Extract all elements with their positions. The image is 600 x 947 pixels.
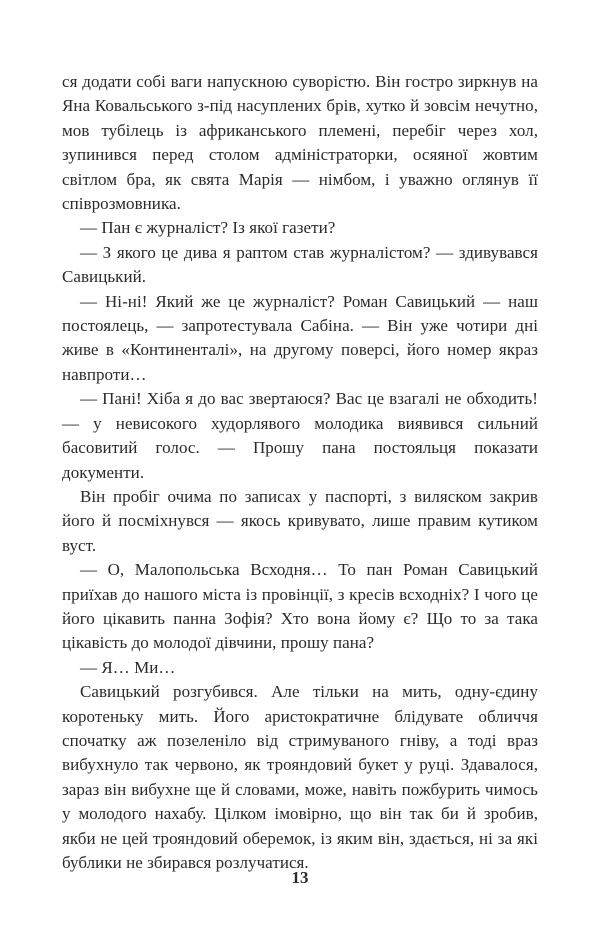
- paragraph: — Я… Ми…: [80, 657, 176, 677]
- page-number: 13: [291, 868, 309, 887]
- paragraph: — З якого це дива я раптом став журналістом? — здивувався Савицький.: [62, 242, 538, 287]
- paragraph: Він пробіг очима по записах у паспорті, з виляском закрив його й посміхнувся — якось кривувато, лише правим кутиком вуст.: [62, 486, 538, 555]
- paragraph: — Ні-ні! Який же це журналіст? Роман Савицький — наш постоялець, — запротестувала Сабіна. — Він уже чотири дні живе в «Континенталі», на другому поверсі, його номер якраз навпроти…: [62, 291, 538, 384]
- paragraph: — О, Малопольська Всходня… То пан Роман Савицький приїхав до нашого міста із провінції, з кресів всходніх? І чого це його цікавить панна Зофія? Хто вона йому є? Що то за така цікавість до молодої дівчини, прошу пана?: [62, 560, 538, 653]
- paragraph: — Пан є журналіст? Із якої газети?: [80, 218, 336, 238]
- paragraph: — Пані! Хіба я до вас звертаюся? Вас це взагалі не обходить! — у невисокого худорлявого молодика виявився сильний басовитий голос. — Прошу пана постояльця показати документи.: [62, 389, 538, 482]
- paragraph: Савицький розгубився. Але тільки на мить, одну-єдину коротеньку мить. Його аристократичне блідувате обличчя спочатку аж позеленіло від стримуваного гніву, а тоді враз вибухнуло так червоно, як трояндовий букет у руці. Здавалося, зараз він вибухне ще й словами, може, навіть пожбурить чимось у молодого нахабу. Цілком імовірно, що він так би й зробив, якби не цей трояндовий оберемок, із яким він, здається, ні за які бублики не збирався розлучатися.: [62, 682, 538, 872]
- paragraph: ся додати собі ваги напускною суворістю. Він гостро зиркнув на Яна Ковальського з-під насуплених брів, хутко й зовсім нечутно, мов тубілець із африканського племені, перебіг через хол, зупинився перед столом адміністраторки, осяяної жовтим світлом бра, як свята Марія — німбом, і уважно оглянув її співрозмовника.: [62, 72, 538, 214]
- page-body-text: [62, 70, 538, 875]
